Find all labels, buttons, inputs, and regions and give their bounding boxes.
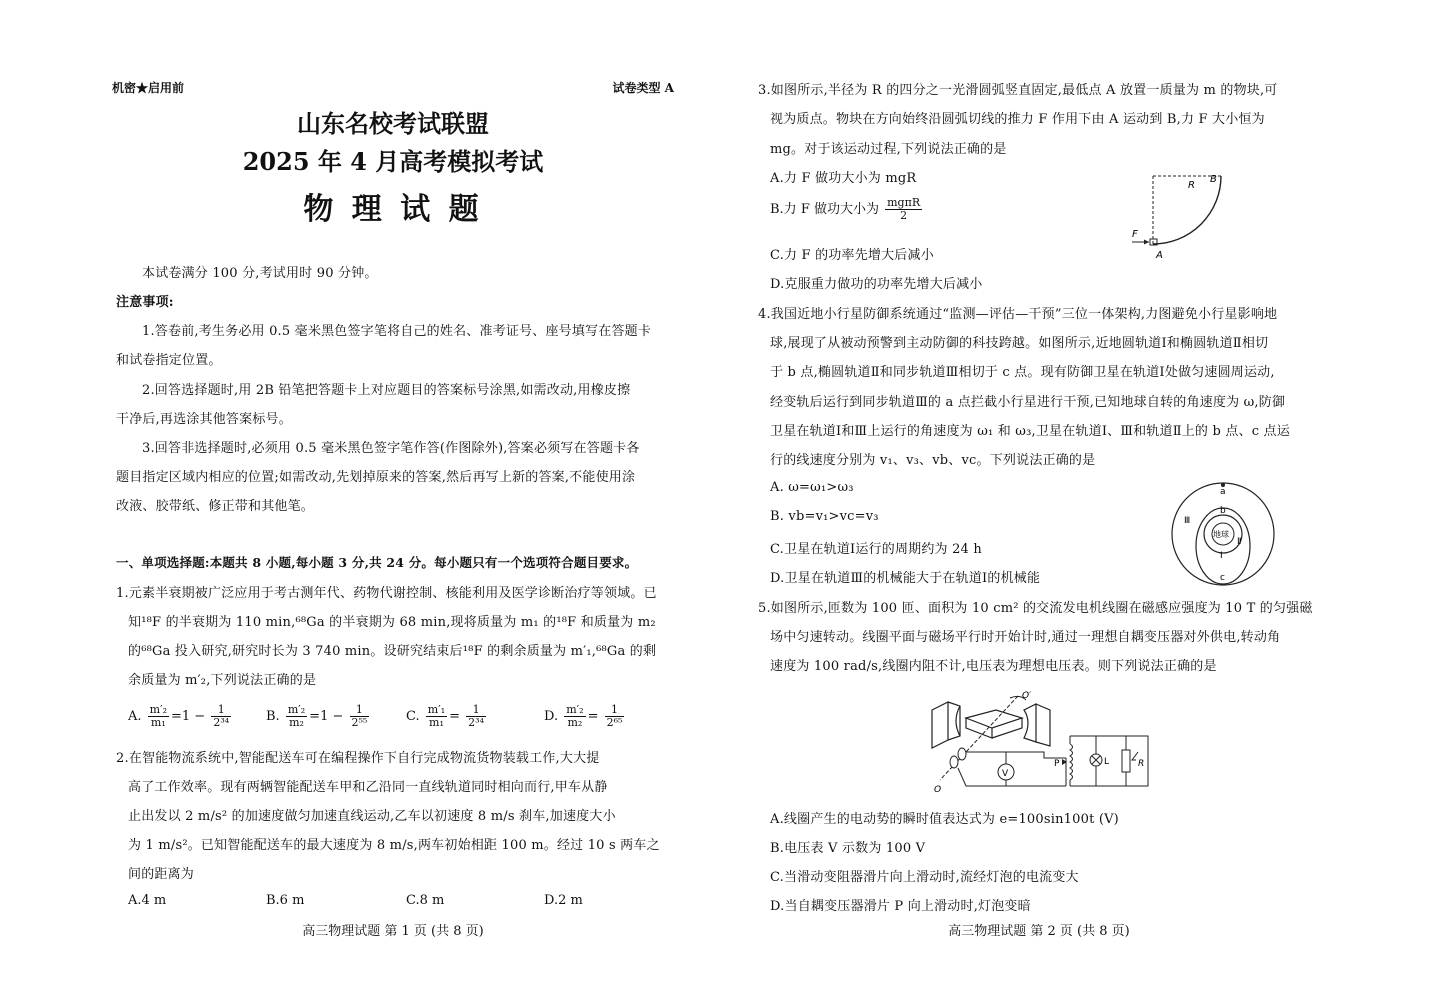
exam-session-title: 2025 年 4 月高考模拟考试 [242, 147, 544, 176]
question-2-line: 为 1 m/s²。已知智能配送车的最大速度为 8 m/s,两车初始相距 100 m。经过 10 s 两车之 [128, 838, 660, 853]
question-1-line: 知¹⁸F 的半衰期为 110 min,⁶⁸Ga 的半衰期为 68 min,现将质量为 m₁ 的¹⁸F 和质量为 m₂ [128, 615, 656, 630]
question-3-line: 3.如图所示,半径为 R 的四分之一光滑圆弧竖直固定,最低点 A 放置一质量为 m 的物块,可 [758, 83, 1278, 98]
notice-line: 2.回答选择题时,用 2B 铅笔把答题卡上对应题目的答案标号涂黑,如需改动,用橡皮擦 [142, 383, 631, 398]
paper-type: 试卷类型 A [612, 81, 674, 95]
q4-option-a: A. ω=ω₁>ω₃ [770, 480, 854, 495]
q1-option-a: A. $\frac{\text{m′₂}}{\text{m₁}}$ =1 − $\frac{1}{\text{2³⁴}}$ [128, 703, 230, 729]
question-4-line: 于 b 点,椭圆轨道Ⅱ和同步轨道Ⅲ相切于 c 点。现有防御卫星在轨道Ⅰ处做匀速圆周运动, [770, 365, 1275, 380]
label-orbit-iii: Ⅲ [1184, 516, 1191, 526]
q3-option-d: D.克服重力做功的功率先增大后减小 [770, 277, 983, 292]
notice-line: 3.回答非选择题时,必须用 0.5 毫米黑色签字笔作答(作图除外),答案必须写在答题卡各 [142, 441, 640, 456]
question-2-line: 止出发以 2 m/s² 的加速度做匀加速直线运动,乙车以初速度 8 m/s 刹车,加速度大小 [128, 809, 616, 824]
label-lamp: L [1104, 757, 1110, 767]
q5-option-d: D.当自耦变压器滑片 P 向上滑动时,灯泡变暗 [770, 899, 1031, 914]
q5-option-c: C.当滑动变阻器滑片向上滑动时,流经灯泡的电流变大 [770, 870, 1079, 885]
question-2-line: 间的距离为 [128, 867, 195, 882]
label-earth: 地球 [1213, 530, 1229, 539]
section-heading: 一、单项选择题:本题共 8 小题,每小题 3 分,共 24 分。每小题只有一个选项符合题目要求。 [116, 555, 638, 570]
magnet-right [1024, 704, 1036, 742]
q2-option-d: D.2 m [544, 893, 583, 908]
q4-orbit-figure [1166, 480, 1276, 588]
exam-page-2 [758, 0, 1320, 1002]
q3-quarter-arc-figure [1126, 170, 1222, 262]
question-2-line: 2.在智能物流系统中,智能配送车可在编程操作下自行完成物流货物装载工作,大大提 [116, 751, 600, 766]
notice-line: 和试卷指定位置。 [116, 353, 222, 368]
question-5-line: 场中匀速转动。线圈平面与磁场平行时开始计时,通过一理想自耦变压器对外供电,转动角 [770, 630, 1281, 645]
label-p: P [1054, 759, 1060, 769]
exam-alliance-title: 山东名校考试联盟 [297, 109, 489, 138]
question-5-line: 速度为 100 rad/s,线圈内阻不计,电压表为理想电压表。则下列说法正确的是 [770, 659, 1217, 674]
q5-option-a: A.线圈产生的电动势的瞬时值表达式为 e=100sin100t (V) [770, 812, 1119, 827]
slip-ring [950, 756, 958, 768]
exam-page-1 [112, 0, 674, 1002]
q3-arrow-head [1144, 240, 1149, 245]
question-3-line: mg。对于该运动过程,下列说法正确的是 [770, 142, 1007, 157]
q2-option-b: B.6 m [266, 893, 305, 908]
label-rheostat: R [1138, 759, 1145, 769]
label-o-prime: O′ [1022, 691, 1032, 701]
question-1-line: 1.元素半衰期被广泛应用于考古测年代、药物代谢控制、核能利用及医学诊断治疗等领域。已 [116, 586, 657, 601]
q2-option-c: C.8 m [406, 893, 445, 908]
q4-option-c: C.卫星在轨道Ⅰ运行的周期约为 24 h [770, 542, 982, 557]
question-4-line: 球,展现了从被动预警到主动防御的科技跨越。如图所示,近地圆轨道Ⅰ和椭圆轨道Ⅱ相切 [770, 336, 1269, 351]
q1-option-b: B. $\frac{\text{m′₂}}{\text{m₂}}$ =1 − $\frac{1}{\text{2⁵⁵}}$ [266, 703, 368, 729]
q3-arc [1153, 176, 1221, 244]
question-4-line: 卫星在轨道Ⅰ和Ⅲ上运行的角速度为 ω₁ 和 ω₃,卫星在轨道Ⅰ、Ⅲ和轨道Ⅱ上的 b 点、c 点运 [770, 424, 1290, 439]
label-voltmeter: V [1002, 769, 1009, 779]
notice-line: 1.答卷前,考生务必用 0.5 毫米黑色签字笔将自己的姓名、准考证号、座号填写在答题卡 [142, 324, 652, 339]
exam-intro: 本试卷满分 100 分,考试用时 90 分钟。 [142, 266, 378, 281]
question-5-line: 5.如图所示,匝数为 100 匝、面积为 10 cm² 的交流发电机线圈在磁感应强度为 10 T 的匀强磁 [758, 601, 1313, 616]
question-4-line: 行的线速度分别为 v₁、v₃、vb、vc。下列说法正确的是 [770, 453, 1096, 468]
label-orbit-i: Ⅰ [1220, 551, 1223, 561]
page-footer: 高三物理试题 第 1 页 (共 8 页) [302, 924, 484, 939]
question-2-line: 高了工作效率。现有两辆智能配送车甲和乙沿同一直线轨道同时相向而行,甲车从静 [128, 780, 608, 795]
q3-label-r: R [1188, 180, 1195, 191]
question-1-line: 余质量为 m′₂,下列说法正确的是 [128, 673, 317, 688]
label-orbit-ii: Ⅱ [1237, 537, 1242, 547]
notice-line: 干净后,再选涂其他答案标号。 [116, 412, 292, 427]
notice-heading: 注意事项: [116, 295, 174, 310]
page-title: 物 理 试 题 [303, 192, 483, 227]
question-1-line: 的⁶⁸Ga 投入研究,研究时长为 3 740 min。设研究结束后¹⁸F 的剩余质量为 m′₁,⁶⁸Ga 的剩 [128, 644, 657, 659]
notice-line: 改液、胶带纸、修正带和其他笔。 [116, 499, 315, 514]
q1-option-c: C. $\frac{\text{m′₁}}{\text{m₁}}$ = $\frac{1}{\text{2³⁴}}$ [406, 703, 484, 729]
q5-generator-circuit-figure [926, 688, 1156, 803]
q3-option-b: B.力 F 做功大小为 $\frac{\text{mgπR}}{2}$ [770, 196, 921, 222]
label-o: O [934, 785, 942, 795]
question-4-line: 经变轨后运行到同步轨道Ⅲ的 a 点拦截小行星进行干预,已知地球自转的角速度为 ω,防御 [770, 395, 1286, 410]
q2-option-a: A.4 m [128, 893, 167, 908]
notice-line: 题目指定区域内相应的位置;如需改动,先划掉原来的答案,然后再写上新的答案,不能使用涂 [116, 470, 636, 485]
q4-option-b: B. vb=v₁>vc=v₃ [770, 509, 879, 524]
q3-option-c: C.力 F 的功率先增大后减小 [770, 248, 934, 263]
question-3-line: 视为质点。物块在方向始终沿圆弧切线的推力 F 作用下由 A 运动到 B,力 F 大小恒为 [770, 112, 1265, 127]
q1-option-d: D. $\frac{\text{m′₂}}{\text{m₂}}$ = $\frac{1}{\text{2⁶⁵}}$ [544, 703, 623, 729]
rheostat [1122, 750, 1130, 772]
q3-label-a: A [1156, 250, 1163, 261]
page-footer: 高三物理试题 第 2 页 (共 8 页) [948, 924, 1130, 939]
q5-option-b: B.电压表 V 示数为 100 V [770, 841, 926, 856]
confidential-mark: 机密★启用前 [112, 81, 185, 95]
q3-option-a: A.力 F 做功大小为 mgR [770, 171, 917, 186]
q4-option-d: D.卫星在轨道Ⅲ的机械能大于在轨道Ⅰ的机械能 [770, 571, 1041, 586]
q3-label-f: F [1132, 229, 1138, 240]
slip-ring [958, 748, 966, 760]
autotransformer-coil [1070, 744, 1073, 780]
q3-label-b: B [1210, 174, 1217, 185]
coil [966, 710, 1022, 728]
label-a: a [1220, 487, 1226, 497]
label-b: b [1220, 506, 1226, 516]
question-4-line: 4.我国近地小行星防御系统通过“监测—评估—干预”三位一体架构,力图避免小行星影响地 [758, 307, 1278, 322]
label-c: c [1220, 573, 1225, 583]
magnet-left [932, 702, 948, 748]
